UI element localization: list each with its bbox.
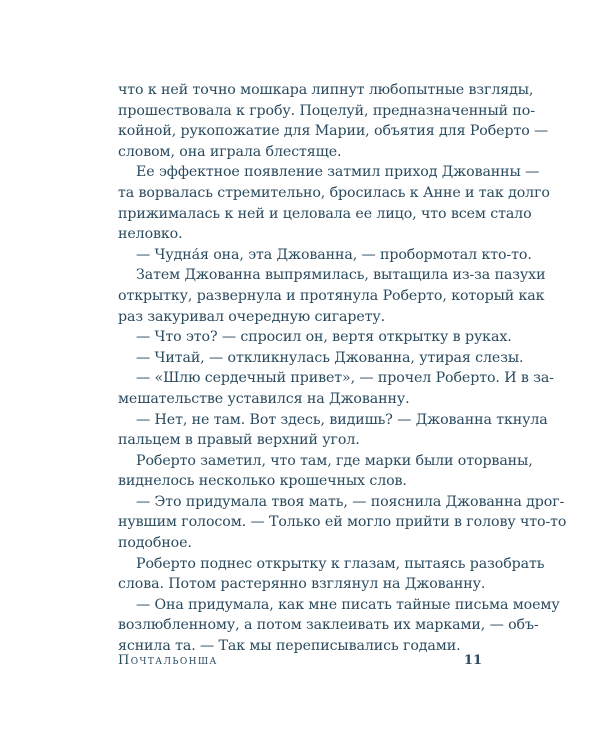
text-line: словом, она играла блестяще.: [118, 143, 342, 160]
text-line: Роберто поднес открытку к глазам, пытаясь разобрать: [136, 555, 545, 572]
text-line: что к ней точно мошкара липнут любопытные взгляды,: [118, 82, 534, 98]
text-line: открытку, развернула и протянула Роберто, который как: [118, 287, 545, 304]
page-footer: [118, 652, 486, 670]
text-line: — Нет, не там. Вот здесь, видишь? — Джованна ткнула: [136, 411, 548, 428]
text-line: подобное.: [118, 535, 192, 552]
text-line: слова. Потом растерянно взглянул на Джованну.: [118, 576, 486, 593]
text-line: Затем Джованна выпрямилась, вытащила из-за пазухи: [136, 267, 546, 284]
text-line: — Чудна́я она, эта Джованна, — пробормотал кто-то.: [136, 246, 532, 263]
text-line: — Читай, — откликнулась Джованна, утирая слезы.: [136, 349, 524, 366]
text-line: прижималась к ней и целовала ее лицо, что всем стало: [118, 205, 532, 222]
text-line: — Это придумала твоя мать, — пояснила Джованна дрог-: [136, 493, 565, 510]
text-line: нувшим голосом. — Только ей могло прийти в голову что-то: [118, 514, 567, 531]
text-line: виднелось несколько крошечных слов.: [118, 473, 407, 490]
text-line: раз закуривал очередную сигарету.: [118, 308, 386, 325]
text-line: пальцем в правый верхний угол.: [118, 432, 360, 449]
text-line: неловко.: [118, 226, 183, 243]
running-title: Почтальонша: [118, 653, 218, 668]
page-number: 11: [463, 653, 482, 668]
text-line: — Она придумала, как мне писать тайные письма моему: [136, 596, 560, 613]
body-text: [118, 80, 567, 657]
text-line: та ворвалась стремительно, бросилась к Анне и так долго: [118, 184, 550, 201]
text-line: яснила та. — Так мы переписывались годами.: [118, 638, 461, 655]
text-line: Роберто заметил, что там, где марки были оторваны,: [136, 452, 533, 469]
text-line: мешательстве уставился на Джованну.: [118, 390, 410, 407]
text-line: прошествовала к гробу. Поцелуй, предназначенный по-: [118, 102, 535, 119]
text-line: койной, рукопожатие для Марии, объятия для Роберто —: [118, 123, 549, 140]
text-line: — Что это? — спросил он, вертя открытку в руках.: [136, 329, 512, 346]
text-line: Ее эффектное появление затмил приход Джованны —: [136, 164, 540, 181]
text-line: — «Шлю сердечный привет», — прочел Роберто. И в за-: [136, 370, 554, 387]
text-line: возлюбленному, а потом заклеивать их марками, — объ-: [118, 617, 539, 634]
